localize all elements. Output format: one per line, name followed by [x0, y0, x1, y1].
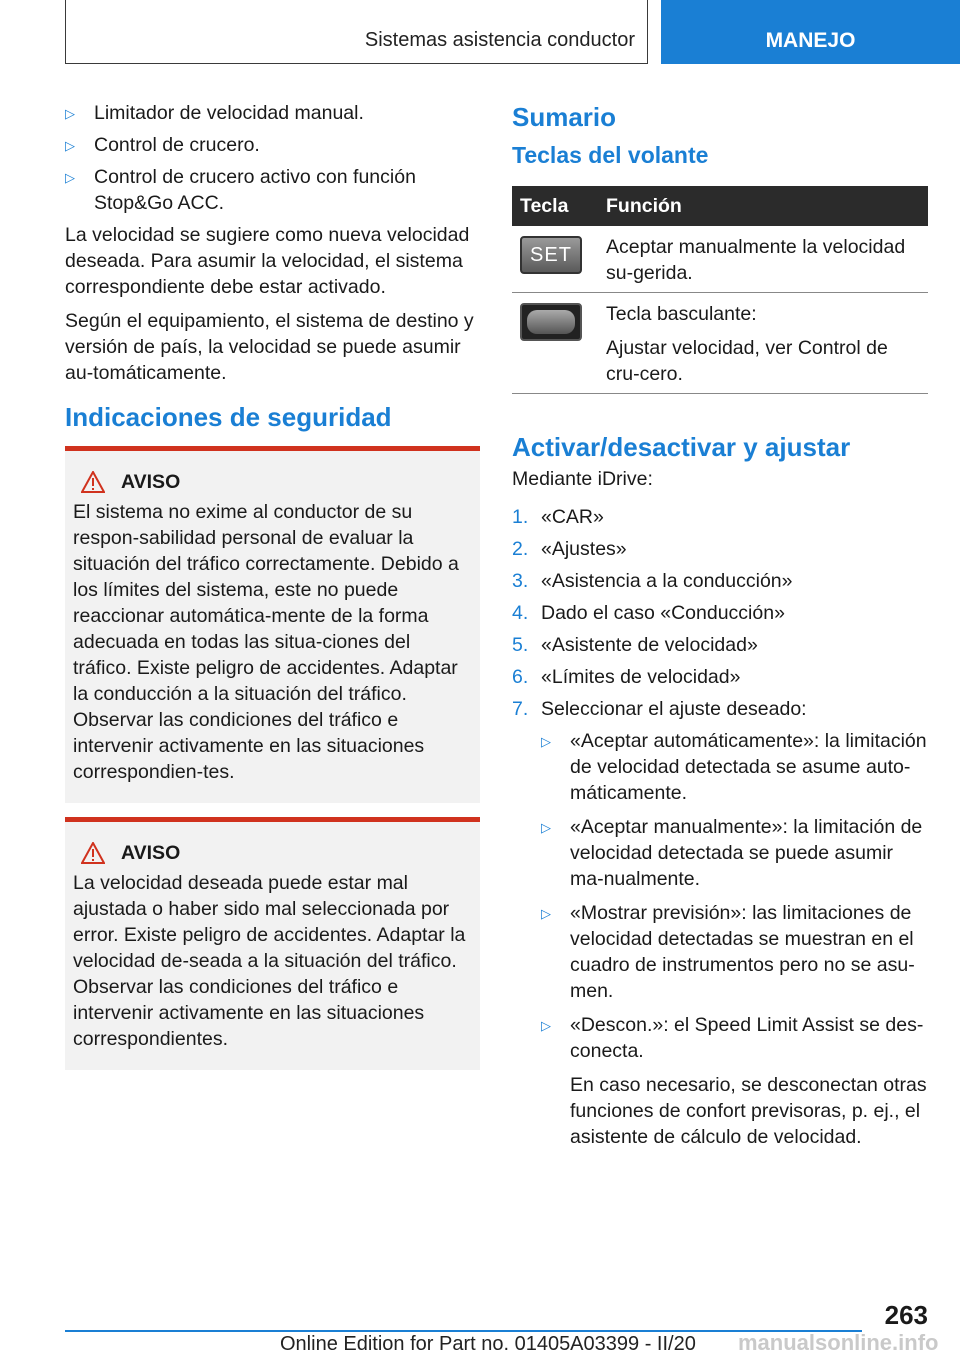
keys-table — [512, 186, 928, 394]
list-item: ▷ «Aceptar manualmente»: la limitación de velocidad detectada se puede asumir ma‐nualmente. — [541, 816, 923, 890]
warning-label: AVISO — [121, 471, 181, 493]
col-key-header: Tecla — [512, 186, 598, 226]
list-item: ▷ «Mostrar previsión»: las limitaciones de velocidad detectadas se muestran en el cuadro de instrumentos pero no se asu‐men. — [541, 902, 915, 1002]
triangle-bullet-icon: ▷ — [65, 106, 75, 121]
list-item: ▷ «Descon.»: el Speed Limit Assist se des‐conecta. — [541, 1014, 924, 1062]
warning-label: AVISO — [121, 842, 181, 864]
triangle-bullet-icon: ▷ — [541, 1018, 551, 1033]
list-item: 7. Seleccionar el ajuste deseado: — [512, 698, 807, 720]
col-function-header: Función — [598, 186, 928, 226]
summary-heading: Sumario — [512, 102, 617, 132]
edition-text: Online Edition for Part no. 01405A03399 - II/20 — [280, 1333, 696, 1355]
list-item: ▷ Control de crucero activo con función Stop&Go ACC. — [65, 166, 416, 214]
activate-heading: Activar/desactivar y ajustar — [512, 432, 851, 462]
set-key-icon: SET — [520, 236, 582, 274]
list-item: 5. «Asistente de velocidad» — [512, 634, 758, 656]
list-item: ▷ «Aceptar automáticamente»: la limitación de velocidad detectada se asume auto‐máticamente. — [541, 730, 927, 804]
list-item: 4. Dado el caso «Conducción» — [512, 602, 785, 624]
rocker-switch-icon — [520, 303, 582, 341]
warning-text: La velocidad deseada puede estar mal ajustada o haber sido mal seleccionada por error. Existe peligro de accidentes. Adaptar la velocidad de‐seada a la situación del tráfico. Observar las condiciones del tráfico e intervenir activamente en las situaciones correspondientes. — [73, 872, 466, 1050]
paragraph: La velocidad se sugiere como nueva velocidad deseada. Para asumir la velocidad, el sistema correspondiente debe estar activado. — [65, 224, 470, 298]
list-item: ▷ Limitador de velocidad manual. — [65, 100, 480, 126]
keys-heading: Teclas del volante — [512, 142, 709, 168]
section-title: Sistemas asistencia conductor — [364, 29, 635, 51]
list-item: ▷ Control de crucero. — [65, 132, 480, 158]
header-section-box — [65, 0, 648, 64]
warning-text: El sistema no exime al conductor de su respon‐sabilidad personal de evaluar la situación del tráfico correctamente. Debido a los límites del sistema, este no puede reaccionar automática‐mente de la forma adecuada en todas las situa‐ciones del tráfico. Existe peligro de accidentes. Adaptar la conducción a la situación del tráfico. Observar las condiciones del tráfico e intervenir activamente en las situaciones correspondien‐tes. — [73, 501, 459, 783]
warning-triangle-icon — [81, 842, 105, 864]
safety-heading: Indicaciones de seguridad — [65, 402, 392, 432]
page-number: 263 — [884, 1300, 928, 1330]
triangle-bullet-icon: ▷ — [65, 170, 75, 185]
table-row: SET Aceptar manualmente la velocidad su‐gerida. — [512, 226, 928, 293]
warning-box — [65, 817, 480, 1070]
intro-text: Mediante iDrive: — [512, 468, 653, 490]
triangle-bullet-icon: ▷ — [65, 138, 75, 153]
options-list — [541, 728, 928, 1150]
chapter-tab[interactable]: MANEJO — [661, 0, 960, 64]
triangle-bullet-icon: ▷ — [541, 734, 551, 749]
right-column — [512, 100, 928, 1158]
warning-box — [65, 446, 480, 803]
list-item: 6. «Límites de velocidad» — [512, 666, 741, 688]
list-item: 3. «Asistencia a la conducción» — [512, 570, 793, 592]
site-watermark: manualsonline.info — [738, 1330, 939, 1355]
warning-triangle-icon — [81, 471, 105, 493]
triangle-bullet-icon: ▷ — [541, 906, 551, 921]
triangle-bullet-icon: ▷ — [541, 820, 551, 835]
list-item: 1. «CAR» — [512, 506, 604, 528]
list-item: 2. «Ajustes» — [512, 538, 627, 560]
table-row: Tecla basculante: Ajustar velocidad, ver Control de cru‐cero. — [512, 293, 928, 394]
steps-list — [512, 504, 928, 722]
note-text: En caso necesario, se desconectan otras funciones de confort previsoras, p. ej., el asistente de cálculo de velocidad. — [570, 1074, 927, 1148]
left-column — [65, 100, 480, 1084]
paragraph: Según el equipamiento, el sistema de destino y versión de país, la velocidad se puede asumir au‐tomáticamente. — [65, 310, 474, 384]
